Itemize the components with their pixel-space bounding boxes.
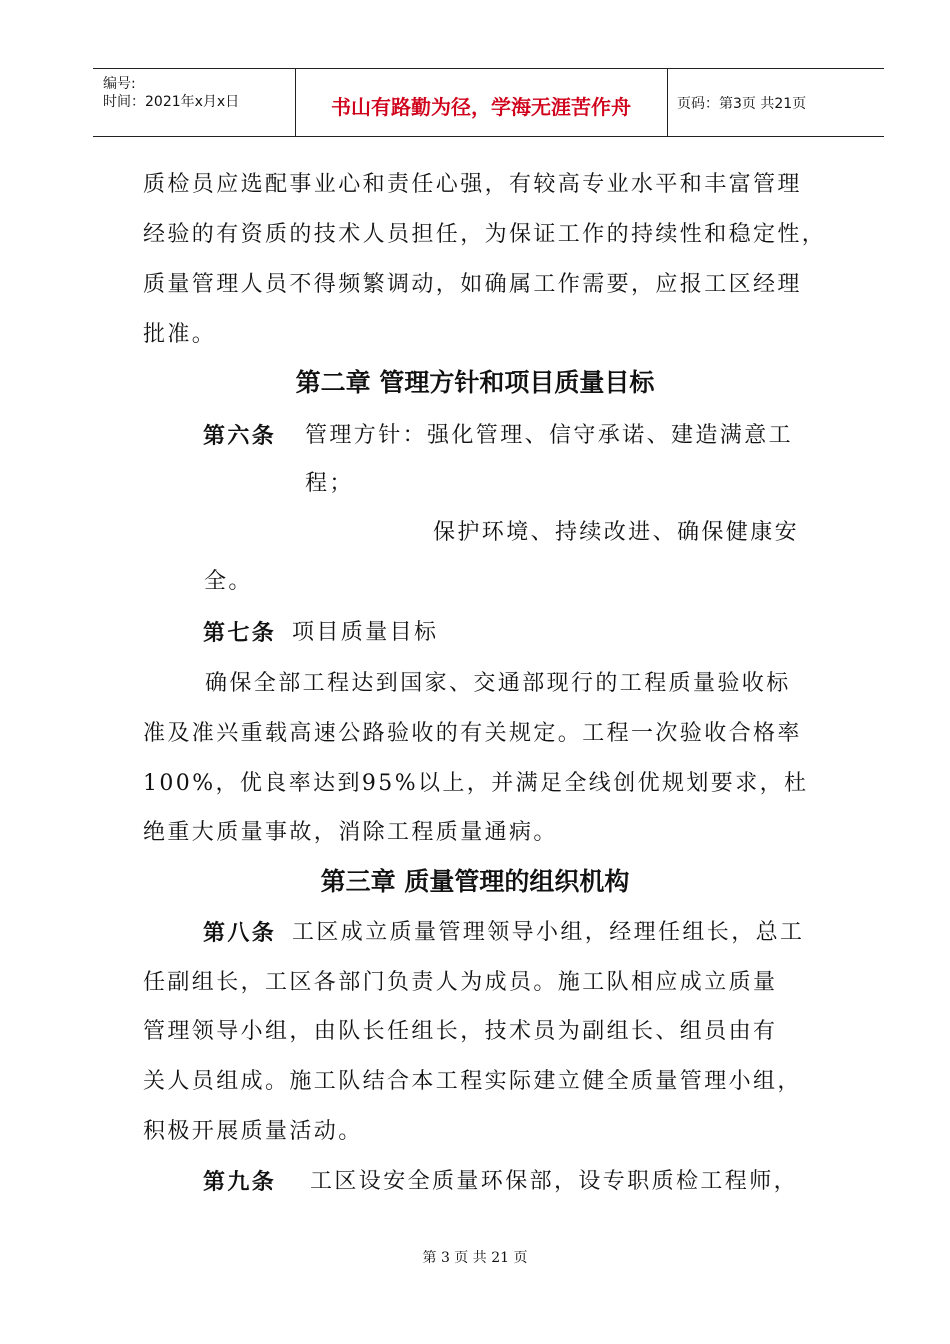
chapter-2-heading: 第二章 管理方针和项目质量目标 bbox=[295, 368, 655, 397]
motto: 书山有路勤为径，学海无涯苦作舟 bbox=[331, 95, 631, 119]
header-table bbox=[93, 68, 884, 137]
header-page-cell bbox=[667, 69, 884, 136]
article-8-line-2: 任副组长，工区各部门负责人为成员。施工队相应成立质量 bbox=[143, 970, 778, 995]
article-6-cont-1: 保护环境、持续改进、确保健康安 bbox=[433, 520, 800, 545]
article-6-line-1: 管理方针：强化管理、信守承诺、建造满意工 bbox=[305, 423, 794, 448]
page-footer: 第 3 页 共 21 页 bbox=[422, 1250, 528, 1266]
article-6-label: 第六条 bbox=[203, 423, 277, 449]
code-label: 编号: bbox=[103, 76, 136, 92]
para1-line-2: 经验的有资质的技术人员担任，为保证工作的持续性和稳定性， bbox=[143, 222, 827, 247]
header-meta-cell bbox=[93, 69, 296, 136]
para1-line-3: 质量管理人员不得频繁调动，如确属工作需要，应报工区经理 bbox=[143, 272, 802, 297]
article-6-cont-2: 全。 bbox=[204, 569, 253, 594]
article-7-title: 项目质量目标 bbox=[292, 620, 439, 645]
article-8-label: 第八条 bbox=[203, 920, 277, 946]
para1-line-4: 批准。 bbox=[143, 322, 217, 347]
article-7-label: 第七条 bbox=[203, 620, 277, 646]
chapter-3-heading: 第三章 质量管理的组织机构 bbox=[320, 867, 630, 896]
article-6-line-2: 程； bbox=[305, 471, 354, 496]
article-8-line-1: 工区成立质量管理领导小组，经理任组长，总工 bbox=[292, 920, 805, 945]
article-8-line-3: 管理领导小组，由队长任组长，技术员为副组长、组员由有 bbox=[143, 1019, 778, 1044]
header-motto-cell bbox=[295, 69, 668, 136]
time-label: 时间：2021年x月x日 bbox=[103, 94, 240, 110]
article-8-line-4: 关人员组成。施工队结合本工程实际建立健全质量管理小组， bbox=[143, 1069, 802, 1094]
article-7-line-3: 100%，优良率达到95%以上，并满足全线创优规划要求，杜 bbox=[143, 771, 809, 796]
article-7-line-4: 绝重大质量事故，消除工程质量通病。 bbox=[143, 820, 558, 845]
page-label: 页码：第3页 共21页 bbox=[677, 96, 807, 112]
article-7-line-1: 确保全部工程达到国家、交通部现行的工程质量验收标 bbox=[205, 671, 791, 696]
article-9-line-1: 工区设安全质量环保部，设专职质检工程师， bbox=[310, 1169, 799, 1194]
para1-line-1: 质检员应选配事业心和责任心强，有较高专业水平和丰富管理 bbox=[143, 172, 802, 197]
article-9-label: 第九条 bbox=[203, 1169, 277, 1195]
article-7-line-2: 准及准兴重载高速公路验收的有关规定。工程一次验收合格率 bbox=[143, 721, 802, 746]
article-8-line-5: 积极开展质量活动。 bbox=[143, 1119, 363, 1144]
